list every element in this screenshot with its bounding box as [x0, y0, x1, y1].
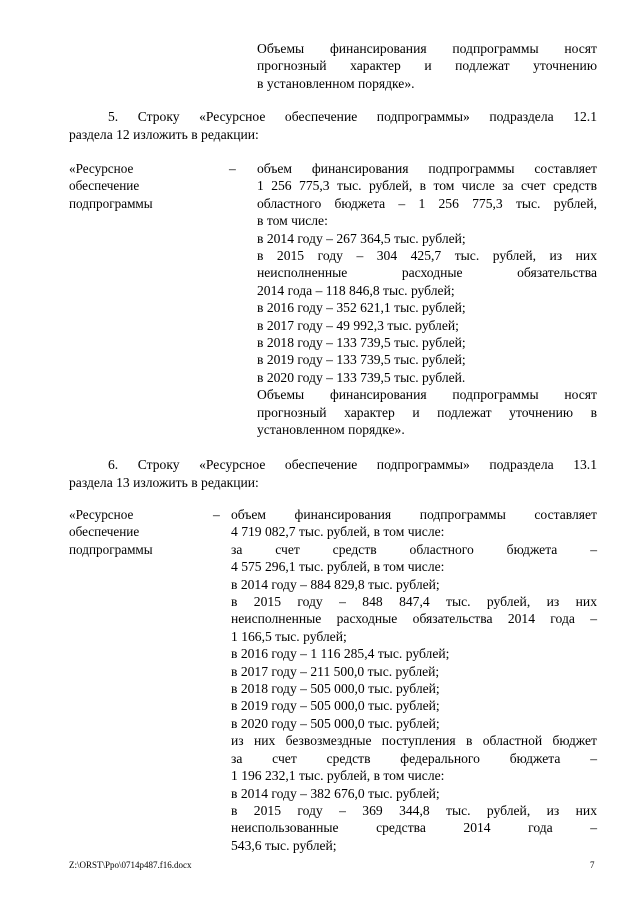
text-line: неисполненные расходные обязательства 2014 года –	[231, 611, 597, 627]
page-number: 7	[590, 860, 595, 870]
text-line: в 2017 году – 211 500,0 тыс. рублей;	[231, 663, 440, 679]
text-line: раздела 12 изложить в редакции:	[69, 126, 259, 142]
text-line: прогнозный характер и подлежат уточнению в	[257, 404, 597, 420]
label-line: подпрограммы	[69, 541, 153, 557]
text-line: областного бюджета – 1 256 775,3 тыс. рублей,	[257, 195, 597, 211]
label-line: «Ресурсное	[69, 161, 134, 176]
text-line: в 2014 году – 267 364,5 тыс. рублей;	[257, 230, 466, 246]
label-line: обеспечение	[69, 524, 140, 540]
item-6-paragraph	[69, 456, 597, 491]
text-line: 4 575 296,1 тыс. рублей, в том числе:	[231, 559, 445, 575]
text-line: в том числе:	[257, 213, 328, 229]
text-line: Объемы финансирования подпрограммы носят	[257, 387, 597, 403]
text-line: 5. Строку «Ресурсное обеспечение подпрограммы» подраздела 12.1	[108, 109, 597, 124]
text-line: в 2019 году – 505 000,0 тыс. рублей;	[231, 698, 440, 714]
text-line: 543,6 тыс. рублей;	[231, 837, 337, 853]
resource-block-5	[257, 160, 597, 439]
resource-label-5	[69, 160, 153, 212]
text-line: 1 256 775,3 тыс. рублей, в том числе за счет средств	[257, 178, 597, 194]
text-line: Объемы финансирования подпрограммы носят	[257, 41, 597, 56]
text-line: в 2015 году – 848 847,4 тыс. рублей, из них	[231, 594, 597, 610]
dash-separator: –	[229, 161, 236, 176]
text-line: за счет средств областного бюджета –	[231, 541, 597, 557]
text-line: за счет средств федерального бюджета –	[231, 750, 597, 766]
label-line: «Ресурсное	[69, 507, 134, 522]
text-line: в 2014 году – 382 676,0 тыс. рублей;	[231, 785, 440, 801]
text-line: объем финансирования подпрограммы составляет	[257, 161, 597, 176]
text-line: в 2015 году – 369 344,8 тыс. рублей, из них	[231, 802, 597, 818]
text-line: 1 196 232,1 тыс. рублей, в том числе:	[231, 768, 445, 784]
text-line: в 2018 году – 133 739,5 тыс. рублей;	[257, 335, 466, 351]
text-line: в 2016 году – 352 621,1 тыс. рублей;	[257, 300, 466, 316]
text-line: из них безвозмездные поступления в областной бюджет	[231, 733, 597, 749]
label-line: подпрограммы	[69, 195, 153, 211]
text-line: в 2018 году – 505 000,0 тыс. рублей;	[231, 681, 440, 697]
text-line: 6. Строку «Ресурсное обеспечение подпрограммы» подраздела 13.1	[108, 457, 597, 472]
funding-note-top	[257, 40, 597, 92]
text-line: в установленном порядке».	[257, 75, 415, 91]
text-line: в 2020 году – 505 000,0 тыс. рублей;	[231, 715, 440, 731]
dash-separator: –	[213, 507, 220, 522]
footer-file-path: Z:\ORST\Ppo\0714p487.f16.docx	[69, 860, 192, 870]
text-line: неисполненные расходные обязательства	[257, 265, 597, 281]
text-line: 1 166,5 тыс. рублей;	[231, 628, 347, 644]
item-5-paragraph	[69, 108, 597, 143]
text-line: неиспользованные средства 2014 года –	[231, 820, 597, 836]
text-line: объем финансирования подпрограммы составляет	[231, 507, 597, 522]
text-line: в 2016 году – 1 116 285,4 тыс. рублей;	[231, 646, 450, 662]
text-line: раздела 13 изложить в редакции:	[69, 474, 259, 490]
text-line: в 2014 году – 884 829,8 тыс. рублей;	[231, 576, 440, 592]
text-line: в 2020 году – 133 739,5 тыс. рублей.	[257, 369, 466, 385]
text-line: в 2019 году – 133 739,5 тыс. рублей;	[257, 352, 466, 368]
text-line: прогнозный характер и подлежат уточнению	[257, 58, 597, 74]
resource-label-6	[69, 506, 153, 558]
text-line: установленном порядке».	[257, 422, 405, 438]
label-line: обеспечение	[69, 178, 140, 194]
text-line: 4 719 082,7 тыс. рублей, в том числе:	[231, 524, 445, 540]
text-line: 2014 года – 118 846,8 тыс. рублей;	[257, 282, 455, 298]
text-line: в 2017 году – 49 992,3 тыс. рублей;	[257, 317, 459, 333]
text-line: в 2015 году – 304 425,7 тыс. рублей, из них	[257, 248, 597, 264]
resource-block-6	[231, 506, 597, 854]
